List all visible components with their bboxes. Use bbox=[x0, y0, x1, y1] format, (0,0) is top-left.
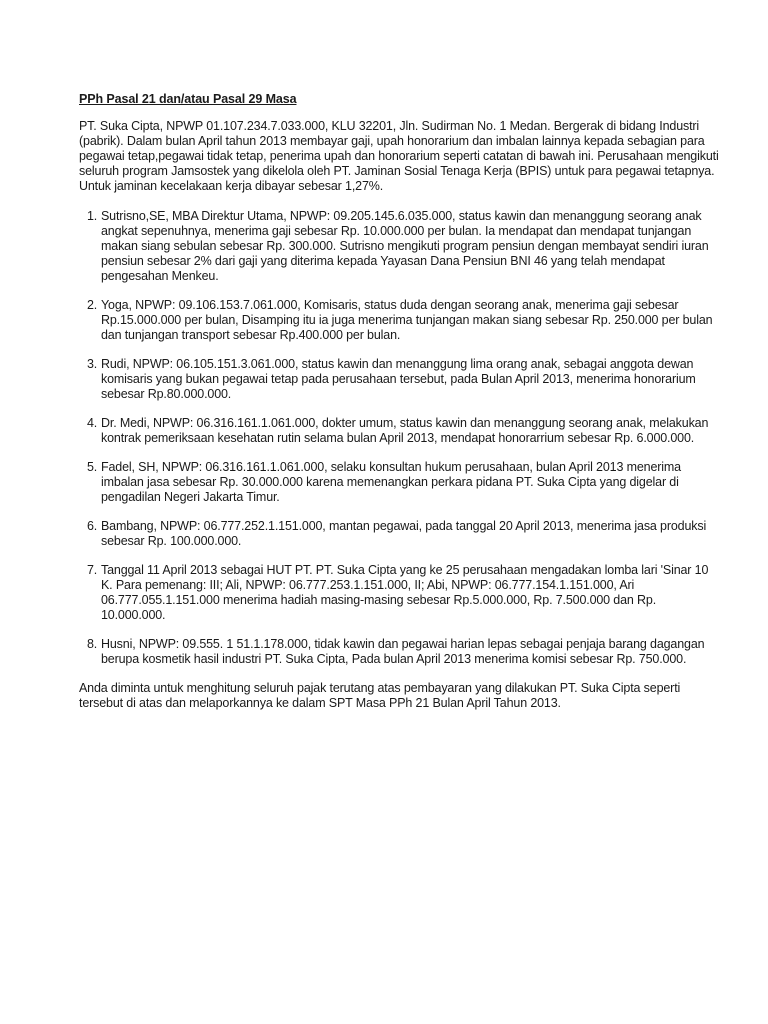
document-content bbox=[79, 92, 719, 726]
list-item-number: 3. bbox=[87, 357, 98, 371]
list-item-text: Rudi, NPWP: 06.105.151.3.061.000, status kawin dan menanggung lima orang anak, sebagai anggota dewan komisaris yang bukan pegawai tetap pada perusahaan tersebut, pada Bulan April 2013, menerima honorarium sebesar Rp.80.000.000. bbox=[101, 357, 696, 401]
list-item bbox=[79, 563, 719, 623]
list-item bbox=[79, 357, 719, 402]
list-item-number: 4. bbox=[87, 416, 98, 430]
list-item-text: Dr. Medi, NPWP: 06.316.161.1.061.000, dokter umum, status kawin dan menanggung seorang anak, melakukan kontrak pemeriksaan kesehatan rutin selama bulan April 2013, mendapat honorarrium sebesar Rp. 6.000.000. bbox=[101, 416, 709, 445]
list-item-text: Yoga, NPWP: 09.106.153.7.061.000, Komisaris, status duda dengan seorang anak, menerima gaji sebesar Rp.15.000.000 per bulan, Disamping itu ia juga menerima tunjangan makan siang sebesar Rp. 250.000 per bulan dan tunjangan transport sebesar Rp.400.000 per bulan. bbox=[101, 298, 713, 342]
closing-paragraph: Anda diminta untuk menghitung seluruh pajak terutang atas pembayaran yang dilakukan PT. Suka Cipta seperti tersebut di atas dan melaporkannya ke dalam SPT Masa PPh 21 Bulan April Tahun 2013. bbox=[79, 681, 681, 710]
list-item-number: 6. bbox=[87, 519, 98, 533]
list-item-number: 2. bbox=[87, 298, 98, 312]
list-item bbox=[79, 637, 719, 667]
list-item bbox=[79, 519, 719, 549]
list-item bbox=[79, 209, 719, 284]
list-item-text: Fadel, SH, NPWP: 06.316.161.1.061.000, selaku konsultan hukum perusahaan, bulan April 2013 menerima imbalan jasa sebesar Rp. 30.000.000 karena memenangkan perkara pidana PT. Suka Cipta yang digelar di pengadilan Negeri Jakarta Timur. bbox=[101, 460, 681, 504]
list-item-text: Tanggal 11 April 2013 sebagai HUT PT. PT. Suka Cipta yang ke 25 perusahaan mengadakan lomba lari 'Sinar 10 K. Para pemenang: III; Ali, NPWP: 06.777.253.1.151.000, II; Abi, NPWP: 06.777.154.1.151.000, Ari 06.777.055.1.151.000 menerima hadiah masing-masing sebesar Rp.5.000.000, Rp. 7.500.000 dan Rp. 10.000.000. bbox=[101, 563, 709, 622]
case-list bbox=[79, 209, 719, 667]
intro-paragraph: PT. Suka Cipta, NPWP 01.107.234.7.033.000, KLU 32201, Jln. Sudirman No. 1 Medan. Bergerak di bidang Industri (pabrik). Dalam bulan April tahun 2013 membayar gaji, upah honorarium dan imbalan lainnya kepada sebagian para pegawai tetap,pegawai tidak tetap, penerima upah dan honorarium seperti catatan di bawah ini. Perusahaan mengikuti seluruh program Jamsostek yang dikelola oleh PT. Jaminan Sosial Tenaga Kerja (BPIS) untuk para pegawai tetapnya. Untuk jaminan kecelakaan kerja dibayar sebesar 1,27%. bbox=[79, 119, 719, 193]
list-item bbox=[79, 460, 719, 505]
list-item-number: 1. bbox=[87, 209, 98, 223]
list-item-number: 7. bbox=[87, 563, 98, 577]
list-item bbox=[79, 298, 719, 343]
document-title: PPh Pasal 21 dan/atau Pasal 29 Masa bbox=[79, 92, 297, 106]
list-item-number: 8. bbox=[87, 637, 98, 651]
list-item-number: 5. bbox=[87, 460, 98, 474]
list-item bbox=[79, 416, 719, 446]
list-item-text: Bambang, NPWP: 06.777.252.1.151.000, mantan pegawai, pada tanggal 20 April 2013, menerima jasa produksi sebesar Rp. 100.000.000. bbox=[101, 519, 707, 548]
list-item-text: Sutrisno,SE, MBA Direktur Utama, NPWP: 09.205.145.6.035.000, status kawin dan menanggung seorang anak angkat sepenuhnya, menerima gaji sebesar Rp. 10.000.000 per bulan. Ia mendapat dan mendapat tunjangan makan siang sebulan sebesar Rp. 300.000. Sutrisno mengikuti program pensiun dengan membayat sendiri iuran pensiun sebesar 2% dari gaji yang diterima kepada Yayasan Dana Pensiun BNI 46 yang telah mendapat pengesahan Menkeu. bbox=[101, 209, 709, 283]
list-item-text: Husni, NPWP: 09.555. 1 51.1.178.000, tidak kawin dan pegawai harian lepas sebagai penjaja barang dagangan berupa kosmetik hasil industri PT. Suka Cipta, Pada bulan April 2013 menerima komisi sebesar Rp. 750.000. bbox=[101, 637, 705, 666]
